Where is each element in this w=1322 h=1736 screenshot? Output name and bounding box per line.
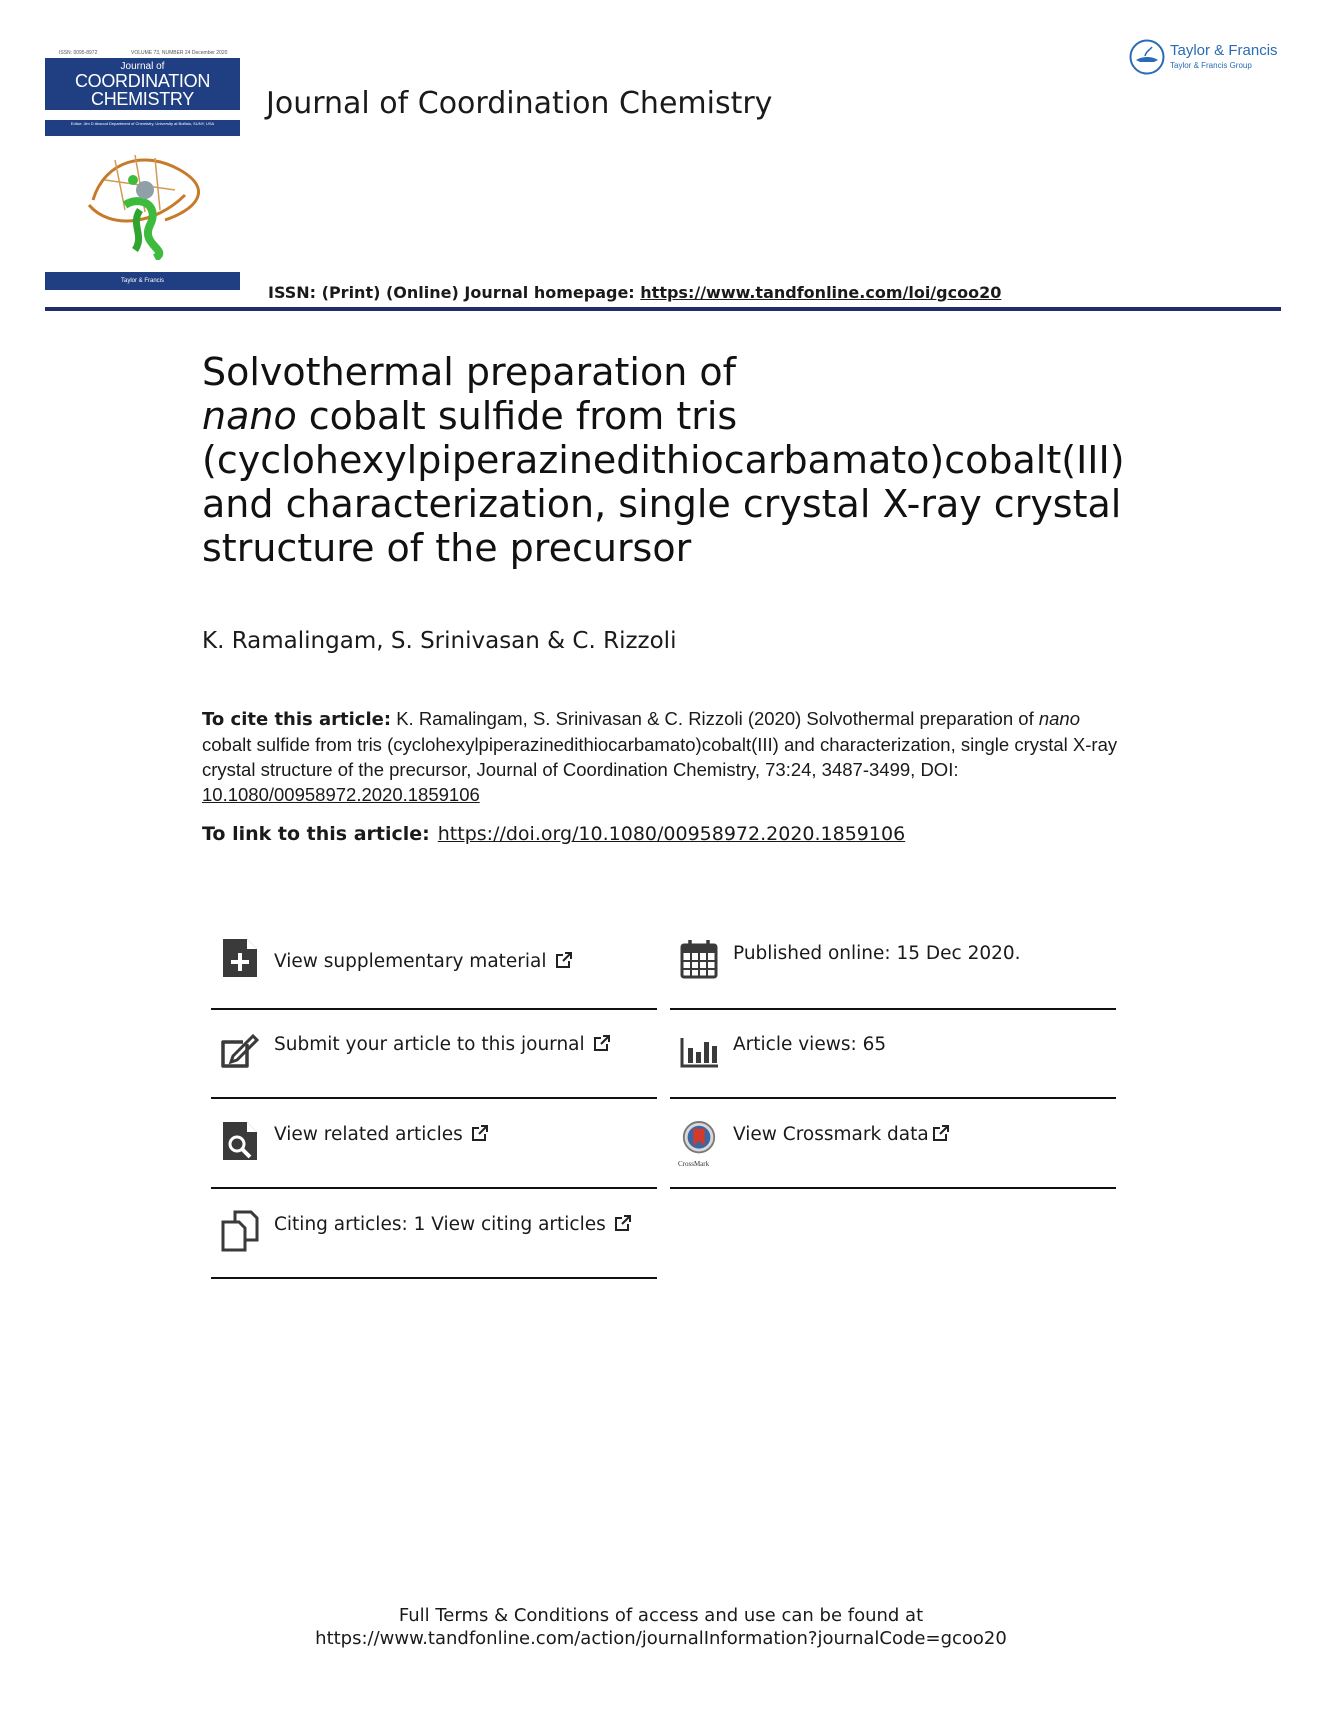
citation-block [202,706,1122,807]
cover-title-band [45,58,240,110]
divider [670,1187,1116,1189]
documents-icon [221,1210,259,1252]
divider [211,1277,657,1279]
issn-homepage-line [268,283,1001,302]
publisher-name: Taylor & Francis [1170,42,1278,59]
taylor-francis-lamp-icon [1128,38,1166,76]
title-line-3: (cyclohexylpiperazinedithiocarbamato)cobalt(III) [202,438,1125,482]
cover-publisher-band [45,272,240,290]
crossmark-icon [680,1120,718,1162]
submit-cell[interactable] [211,1010,655,1098]
cover-issn-strip [45,50,240,58]
article-link-block [202,823,905,845]
footer-terms-link[interactable]: https://www.tandfonline.com/action/journalInformation?journalCode=gcoo20 [315,1628,1007,1649]
crossmark-cell[interactable] [670,1100,1114,1188]
supplementary-label: View supplementary material [274,951,547,972]
views-cell [670,1010,1114,1098]
external-link-icon [555,951,573,969]
citing-link[interactable] [274,1214,632,1235]
authors: K. Ramalingam, S. Srinivasan & C. Rizzoli [202,628,677,654]
external-link-icon [614,1214,632,1232]
article-link-label: To link to this article: [202,823,430,845]
related-cell[interactable] [211,1100,655,1188]
cover-editor-band: Editor: Jim D Atwood Department of Chemistry, University at Buffalo, SUNY, USA [45,120,240,136]
title-italic-nano: nano [202,394,297,438]
terms-footer [0,1604,1322,1650]
citation-label: To cite this article: [202,709,392,730]
submit-label: Submit your article to this journal [274,1034,585,1055]
related-label: View related articles [274,1124,463,1145]
article-doi-url[interactable]: https://doi.org/10.1080/00958972.2020.1859106 [437,823,906,845]
title-line-1: Solvothermal preparation of [202,350,737,394]
cover-issn: ISSN: 0095-8972 [59,50,98,56]
file-plus-icon [221,937,259,979]
supplementary-cell[interactable] [211,917,655,1005]
related-link[interactable] [274,1124,489,1145]
external-link-icon [593,1034,611,1052]
divider [211,1187,657,1189]
citation-text-b: cobalt sulfide from tris (cyclohexylpiperazinedithiocarbamato)cobalt(III) and characterization, single crystal X-ray crystal structure of the precursor, Journal of Coordination Chemistry, 73:24, 3487-3499, DOI: [202,734,1118,780]
citing-cell[interactable] [211,1190,655,1278]
header-divider [45,307,1281,311]
journal-cover-image [45,50,240,294]
crossmark-label: View Crossmark data [733,1124,929,1145]
footer-line-1: Full Terms & Conditions of access and use can be found at [398,1605,924,1626]
cover-journal-line2: CHEMISTRY [91,89,194,109]
search-document-icon [221,1120,259,1162]
crossmark-badge-text: CrossMark [678,1160,710,1168]
cover-publisher: Taylor & Francis [120,278,164,284]
supplementary-link[interactable] [274,951,573,972]
published-label: Published online: 15 Dec 2020. [733,943,1021,964]
article-title [202,350,1162,570]
cover-journal-small: Journal of [120,61,165,72]
views-label: Article views: 65 [733,1034,887,1055]
external-link-icon [471,1124,489,1142]
published-cell [670,917,1114,1005]
divider [211,1097,657,1099]
journal-title: Journal of Coordination Chemistry [266,86,773,121]
journal-homepage-link[interactable]: https://www.tandfonline.com/loi/gcoo20 [640,283,1002,302]
cover-journal-line1: COORDINATION [74,71,211,91]
external-link-icon [932,1124,950,1142]
divider [670,1097,1116,1099]
crossmark-link[interactable] [733,1124,950,1145]
citation-italic: nano [1038,708,1080,729]
title-line-2 [202,394,1162,438]
cover-molecule-art-icon [85,150,200,260]
title-line-5: structure of the precursor [202,526,692,570]
calendar-icon [680,937,718,979]
publisher-group: Taylor & Francis Group [1170,61,1252,70]
edit-icon [221,1030,259,1072]
citation-text-a: K. Ramalingam, S. Srinivasan & C. Rizzoli (2020) Solvothermal preparation of [391,708,1039,729]
submit-link[interactable] [274,1034,611,1055]
title-line-4: and characterization, single crystal X-ray crystal [202,482,1122,526]
citing-label: Citing articles: 1 View citing articles [274,1214,606,1235]
issn-text: ISSN: (Print) (Online) Journal homepage: [268,283,641,302]
title-line-2-rest: cobalt sulfide from tris [296,394,738,438]
publisher-logo[interactable] [1128,38,1288,78]
cover-volume: VOLUME 73, NUMBER 24 December 2020 [131,50,228,56]
citation-doi-link[interactable]: 10.1080/00958972.2020.1859106 [202,784,480,805]
bar-chart-icon [680,1030,718,1072]
